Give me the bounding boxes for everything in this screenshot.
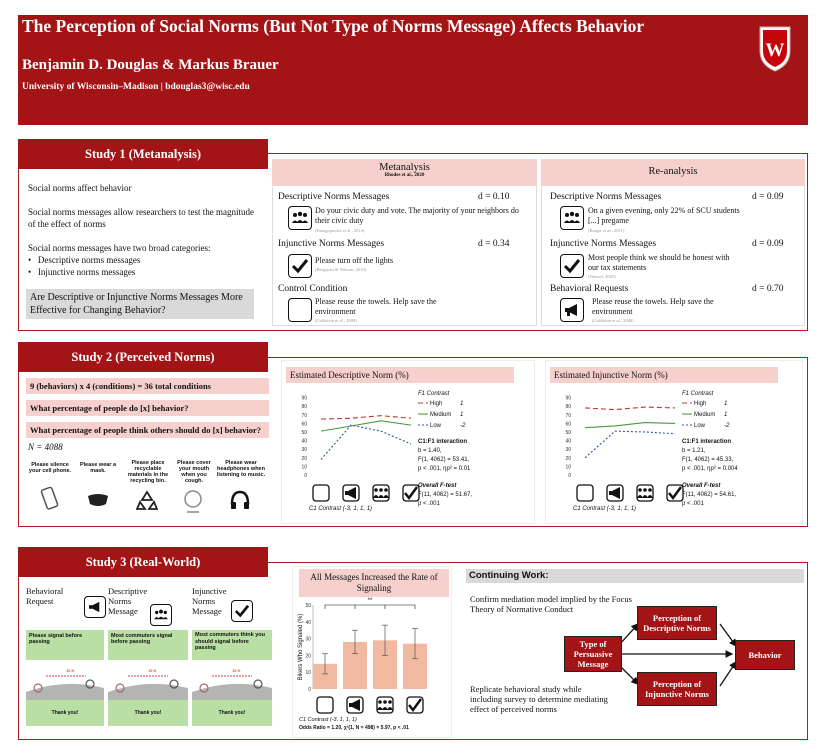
checkmark-icon [560,254,584,278]
significance-mark: ** [367,598,373,604]
headphones-icon [229,490,251,510]
contrast-label: C1 Contrast (-3, 1, 1, 1) [309,506,373,512]
uw-crest-icon [757,23,793,73]
sign-illustration: Please signal before passing 15 ft. Thank you! [26,630,104,726]
study2-tab: Study 2 (Perceived Norms) [18,342,268,372]
series-line-high [321,416,411,419]
series-line-high [585,407,675,410]
y-tick-label: 20 [305,653,311,660]
meta-row1-cite: (Panagopoulos et al., 2014) [315,228,365,233]
stat-line: p < .001, ηp² = 0.01 [418,466,471,472]
legend-weight: 1 [460,412,464,418]
condition-icon-box [667,485,683,501]
condition-icon-box [377,697,393,713]
study1-intro [28,182,263,278]
re-row2-text: Most people think we should be honest with our tax statements [588,253,730,272]
condition-icon-box [637,485,653,501]
signaling-bar-chart [293,595,453,739]
meta-row3-label: Control Condition [278,284,348,294]
legend-title: F1 Contrast [682,391,714,397]
legend-entry: Medium [430,412,452,418]
y-tick-label: 30 [301,447,307,454]
legend-weight: 1 [724,412,728,418]
node-descriptive-norms: Perception of Descriptive Norms [637,606,717,640]
y-tick-label: 80 [301,404,307,411]
inj-norm-line-chart [546,383,804,525]
stat-line: Overall F-test [682,483,721,489]
study1-question: Are Descriptive or Injunctive Norms Messages More Effective for Changing Behavior? [26,289,254,319]
study3-conditions [22,582,292,732]
condition-icon-box [343,485,359,501]
y-tick-label: 50 [565,430,571,436]
y-tick-label: 90 [565,395,571,402]
signaling-chart-panel [292,566,452,738]
study2-bar-2: What percentage of people do [x] behavior? [26,400,269,416]
re-row1-label: Descriptive Norms Messages [550,192,662,202]
study1-p2: Social norms messages allow researchers to test the magnitude of the effect of norms [28,207,254,229]
significance-bracket [325,605,415,609]
contrast-label: C1 Contrast (-3, 1, 1, 1) [299,717,357,723]
meta-row2-label: Injunctive Norms Messages [278,239,385,249]
meta-row2-text: Please turn off the lights [315,256,394,265]
legend-weight: -2 [724,423,730,429]
re-row3-d: d = 0.70 [752,284,784,294]
y-tick-label: 40 [565,438,571,445]
y-tick-label: 20 [565,455,571,462]
behavior-label: Please wear headphones when listening to music. [216,460,266,478]
condition-icon-box [373,485,389,501]
condition-icon-box [407,697,423,713]
re-row3-text: Please reuse the towels. Help save the environment [592,297,714,316]
y-tick-label: 50 [305,603,311,609]
y-axis-label: Bikers Who Signaled (%) [298,613,304,681]
re-row1-d: d = 0.09 [752,192,784,202]
checkmark-icon [231,600,253,622]
sign-illustration: Most commuters signal before passing 15 ft. Thank you! [108,630,188,726]
stat-line: p < .001 [418,501,440,507]
behavior-label: Please cover your mouth when you cough. [177,460,211,484]
y-tick-label: 10 [305,670,311,677]
stat-line: b = 1.40, [418,448,442,454]
poster-affiliation: University of Wisconsin–Madison | bdouglas3@wisc.edu [22,82,250,92]
study2-sample-size: N = 4088 [28,442,63,452]
legend-entry: Low [694,423,706,429]
stat-line: b = 1.21, [682,448,706,454]
recycle-icon [136,490,158,510]
meta-row2-d: d = 0.34 [478,239,510,249]
y-tick-label: 30 [305,636,311,643]
y-tick-label: 60 [301,421,307,428]
legend-weight: -2 [460,423,466,429]
study3-tab: Study 3 (Real-World) [18,547,268,577]
study1-tab: Study 1 (Metanalysis) [18,139,268,169]
continuing-p1: Confirm mediation model implied by the Focus Theory of Normative Conduct [470,594,632,614]
y-tick-label: 0 [568,473,571,479]
study1-bullet-1: • Descriptive norms messages [28,255,141,265]
series-line-medium [321,421,411,431]
people-icon [288,206,312,230]
mask-icon [86,492,110,508]
contrast-label: C1 Contrast (-3, 1, 1, 1) [573,506,637,512]
megaphone-icon [84,596,106,618]
condition-icon-box [347,697,363,713]
condition-icon-box [577,485,593,501]
study1-p1: Social norms affect behavior [28,183,132,193]
stat-line: Overall F-test [418,483,457,489]
study1-bullet-2: • Injunctive norms messages [28,267,136,277]
people-icon [560,206,584,230]
legend-entry: Medium [694,412,716,418]
desc-norm-chart-panel [281,360,535,524]
behavior-label: Please wear a mask. [79,462,117,474]
y-tick-label: 50 [301,430,307,436]
re-row2-cite: (Wenzel, 2005) [588,274,616,279]
legend-entry: High [694,401,707,407]
study1-p3: Social norms messages have two broad categories: [28,243,211,253]
meta-row1-text: Do your civic duty and vote. The majority of your neighbors do their civic duty [315,206,519,225]
poster-title: The Perception of Social Norms (But Not Type of Norms Message) Affects Behavior [22,16,645,36]
stat-line: F(1, 4062) = 53.41, [418,457,470,463]
condition-label: Behavioral Request [26,586,64,606]
continuing-work-title: Continuing Work: [466,569,804,583]
desc-chart-title: Estimated Descriptive Norm (%) [286,367,514,383]
stat-line: F(11, 4062) = 54.61, [682,492,737,498]
condition-label: Descriptive Norms Message [108,586,148,616]
behavior-label: Please place recyclable materials in the recycling bin. [127,460,169,484]
stat-line: F(11, 4062) = 51.67, [418,492,473,498]
y-tick-label: 90 [301,395,307,402]
y-tick-label: 20 [301,455,307,462]
poster-authors: Benjamin D. Douglas & Markus Brauer [22,57,279,73]
meta-row2-cite: (Bergquist & Nilsson, 2016) [315,267,367,272]
re-row2-d: d = 0.09 [752,239,784,249]
metanalysis-header: Metanalysis Rhodes et al., 2020 [272,159,537,186]
stat-line: p < .001, ηp² = 0.004 [682,466,738,472]
inj-chart-title: Estimated Injunctive Norm (%) [550,367,778,383]
y-tick-label: 30 [565,447,571,454]
sign-illustration: Most commuters think you should signal before passing 15 ft. Thank you! [192,630,272,726]
y-tick-label: 10 [565,464,571,471]
continuing-p2: Replicate behavioral study while including survey to determine mediating effect of perceived norms [470,684,608,714]
signaling-chart-title: All Messages Increased the Rate of Signaling [299,569,449,597]
y-tick-label: 40 [305,619,311,626]
legend-title: F1 Contrast [418,391,450,397]
significance-bracket [355,605,385,609]
behavior-grid [26,460,271,520]
megaphone-icon [560,298,584,322]
re-row1-cite: (Burger et al., 2011) [588,228,625,233]
re-row2-label: Injunctive Norms Messages [550,239,657,249]
people-icon [150,604,172,626]
y-tick-label: 80 [565,404,571,411]
meta-row3-text: Please reuse the towels. Help save the environment [315,297,437,316]
condition-icon-box [403,485,419,501]
empty-box-icon [288,298,312,322]
condition-icon-box [607,485,623,501]
odds-ratio: Odds Ratio = 1.20, χ²(1, N = 498) = 5.97, p < .01 [299,725,409,731]
legend-entry: High [430,401,443,407]
meta-row1-d: d = 0.10 [478,192,510,202]
node-message-type: Type of Persuasive Message [564,636,622,672]
y-tick-label: 70 [565,412,571,419]
stat-line: C1:F1 interaction [682,439,732,445]
condition-label: Injunctive Norms Message [192,586,227,616]
stat-line: C1:F1 interaction [418,439,468,445]
node-behavior: Behavior [735,640,795,670]
y-tick-label: 70 [301,412,307,419]
y-tick-label: 0 [308,687,311,693]
re-row3-cite: (Goldstein et al., 2008) [592,318,634,323]
reanalysis-header: Re-analysis [541,159,805,186]
series-line-medium [585,423,675,428]
re-row3-label: Behavioral Requests [550,284,629,294]
condition-icon-box [317,697,333,713]
checkmark-icon [288,254,312,278]
desc-norm-line-chart [282,383,536,525]
meta-row1-label: Descriptive Norms Messages [278,192,390,202]
re-row1-text: On a given evening, only 22% of SCU students [...] pregame [588,206,740,225]
meta-row3-cite: (Goldstein et al., 2008) [315,318,357,323]
cough-icon [182,488,204,514]
node-injunctive-norms: Perception of Injunctive Norms [637,672,717,706]
series-line-low [321,425,411,459]
y-tick-label: 60 [565,421,571,428]
svg-text:W: W [765,40,785,61]
behavior-label: Please silence your cell phone. [28,462,72,474]
series-line-low [585,431,675,458]
y-tick-label: 40 [301,438,307,445]
inj-norm-chart-panel [545,360,803,524]
condition-icon-box [313,485,329,501]
stat-line: p < .001 [682,501,704,507]
y-tick-label: 0 [304,473,307,479]
cellphone-icon [38,486,62,514]
study2-bar-1: 9 (behaviors) x 4 (conditions) = 36 total conditions [26,378,269,394]
legend-entry: Low [430,423,442,429]
y-tick-label: 10 [301,464,307,471]
study2-bar-3: What percentage of people think others should do [x] behavior? [26,422,269,438]
legend-weight: 1 [460,401,464,407]
legend-weight: 1 [724,401,728,407]
stat-line: F(1, 4062) = 45.33, [682,457,734,463]
